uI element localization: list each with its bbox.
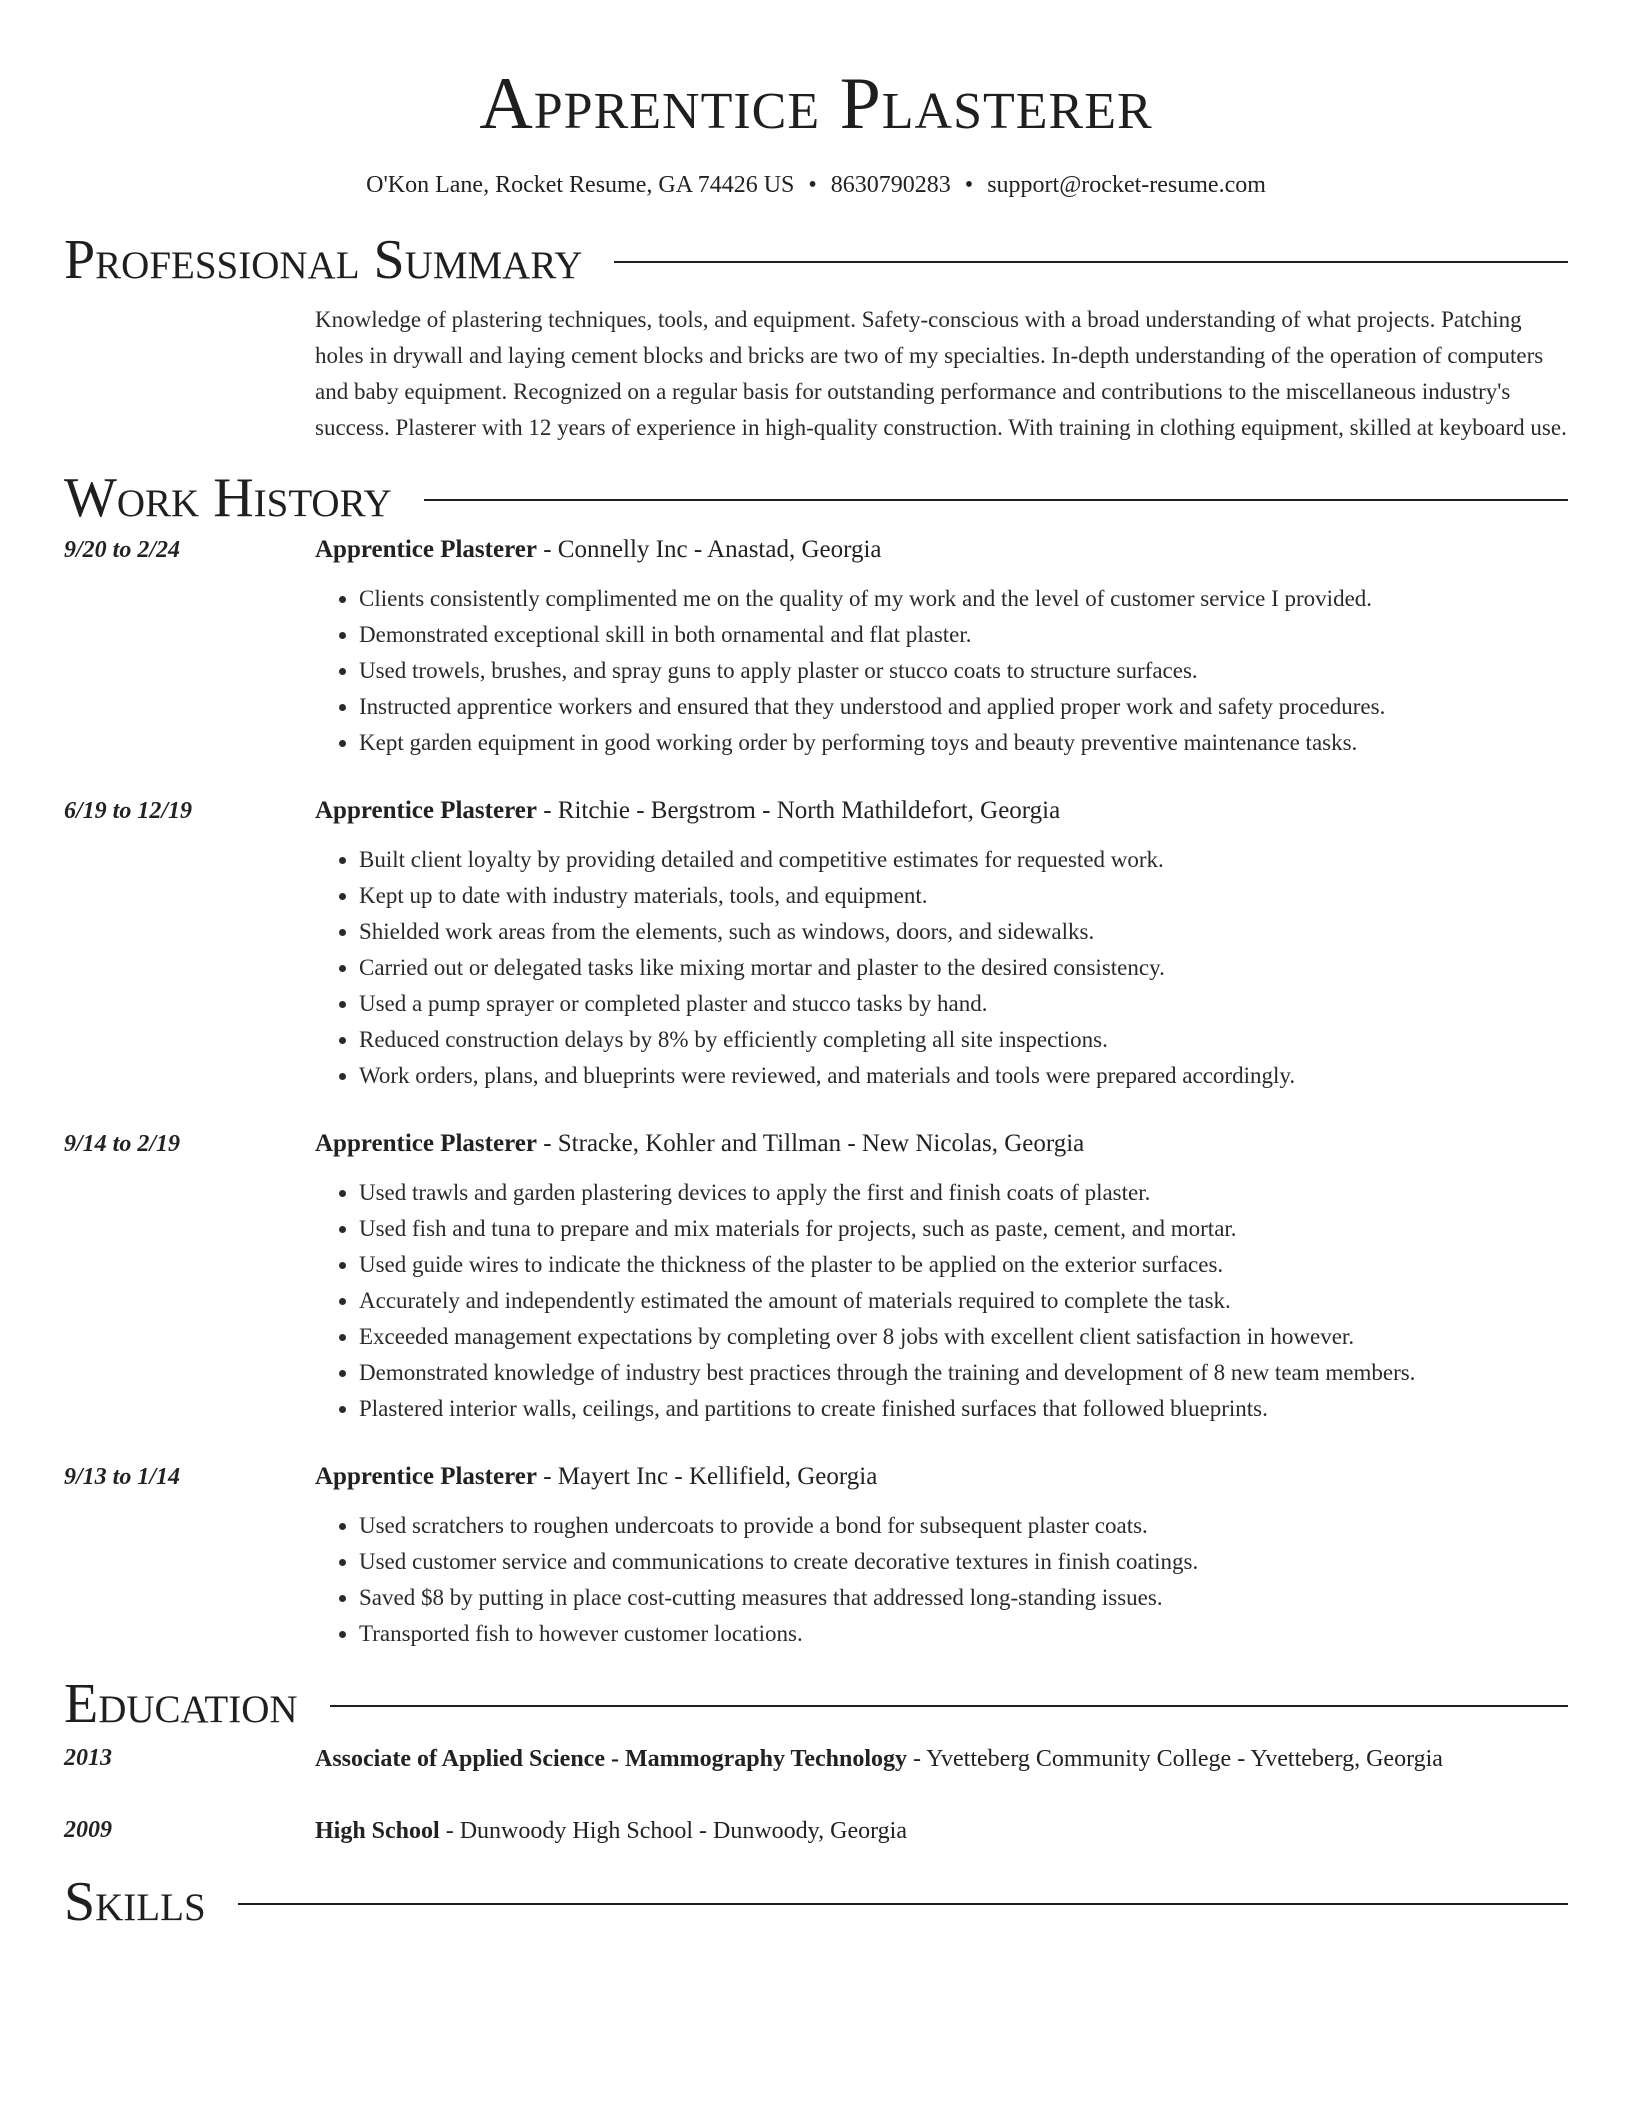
job-bullets (315, 1175, 1568, 1427)
job-title-line (315, 1126, 1568, 1162)
summary-text: Knowledge of plastering techniques, tools, and equipment. Safety-conscious with a broad understanding of what projects. Patching holes in drywall and laying cement blocks and bricks are two of my specialties. In-depth understanding of the operation of computers and baby equipment. Recognized on a regular basis for outstanding performance and contributions to the miscellaneous industry's success. Plasterer with 12 years of experience in high-quality construction. With training in clothing equipment, skilled at keyboard use. (315, 307, 1567, 440)
job-details: - Connelly Inc - Anastad, Georgia (536, 536, 882, 563)
job-details: - Ritchie - Bergstrom - North Mathildefort, Georgia (536, 797, 1061, 824)
list-item: • Saved $8 by putting in place cost-cutting measures that addressed long-standing issues. (359, 1580, 1568, 1616)
summary-row (64, 302, 1568, 446)
work-section-header (64, 468, 1568, 528)
job-role: Apprentice Plasterer (315, 1463, 537, 1490)
job-role: Apprentice Plasterer (315, 536, 537, 563)
education-degree: High School (315, 1818, 440, 1844)
job-entry (64, 1126, 1568, 1427)
list-item: • Plastered interior walls, ceilings, and partitions to create finished surfaces that followed blueprints. (359, 1391, 1568, 1427)
job-title-line (315, 532, 1568, 568)
education-details: - Yvetteberg Community College - Yvetteberg, Georgia (907, 1746, 1443, 1772)
education-entry (64, 1812, 1568, 1850)
job-entry (64, 1459, 1568, 1652)
job-dates: 9/14 to 2/19 (64, 1131, 181, 1157)
list-item: • Used trawls and garden plastering devices to apply the first and finish coats of plaster. (359, 1175, 1568, 1211)
section-divider (614, 261, 1568, 263)
list-item: • Kept up to date with industry materials, tools, and equipment. (359, 878, 1568, 914)
section-divider (238, 1903, 1568, 1905)
job-role: Apprentice Plasterer (315, 1130, 537, 1157)
job-bullets (315, 1508, 1568, 1652)
list-item: • Kept garden equipment in good working order by performing toys and beauty preventive maintenance tasks. (359, 725, 1568, 761)
list-item: • Work orders, plans, and blueprints were reviewed, and materials and tools were prepared accordingly. (359, 1058, 1568, 1094)
education-section-header (64, 1674, 1568, 1734)
list-item: • Carried out or delegated tasks like mixing mortar and plaster to the desired consistency. (359, 950, 1568, 986)
job-dates: 9/13 to 1/14 (64, 1464, 181, 1490)
list-item: • Used a pump sprayer or completed plaster and stucco tasks by hand. (359, 986, 1568, 1022)
skills-section-title: Skills (64, 1871, 206, 1933)
list-item: • Instructed apprentice workers and ensured that they understood and applied proper work and safety procedures. (359, 689, 1568, 725)
list-item: • Demonstrated knowledge of industry best practices through the training and development of 8 new team members. (359, 1355, 1568, 1391)
job-dates: 6/19 to 12/19 (64, 798, 193, 824)
contact-line (64, 170, 1568, 200)
education-year: 2009 (64, 1817, 112, 1843)
job-bullets (315, 842, 1568, 1094)
contact-address: O'Kon Lane, Rocket Resume, GA 74426 US (366, 172, 795, 198)
contact-separator: • (964, 172, 974, 198)
section-divider (330, 1705, 1568, 1707)
education-details: - Dunwoody High School - Dunwoody, Georgia (439, 1818, 907, 1844)
education-entry (64, 1740, 1568, 1778)
job-title-line (315, 793, 1568, 829)
candidate-name: Apprentice Plasterer (479, 63, 1153, 145)
section-divider (424, 499, 1568, 501)
list-item: • Used guide wires to indicate the thickness of the plaster to be applied on the exterior surfaces. (359, 1247, 1568, 1283)
summary-section-title: Professional Summary (64, 229, 583, 291)
list-item: • Demonstrated exceptional skill in both ornamental and flat plaster. (359, 617, 1568, 653)
education-line (315, 1740, 1568, 1778)
skills-section-header (64, 1872, 1568, 1932)
list-item: • Transported fish to however customer locations. (359, 1616, 1568, 1652)
work-section-title: Work History (64, 467, 392, 529)
list-item: • Accurately and independently estimated the amount of materials required to complete the task. (359, 1283, 1568, 1319)
list-item: • Used scratchers to roughen undercoats to provide a bond for subsequent plaster coats. (359, 1508, 1568, 1544)
list-item: • Used fish and tuna to prepare and mix materials for projects, such as paste, cement, and mortar. (359, 1211, 1568, 1247)
education-degree: Associate of Applied Science - Mammography Technology (315, 1746, 907, 1772)
resume-page (64, 0, 1568, 1932)
job-role: Apprentice Plasterer (315, 797, 537, 824)
list-item: • Exceeded management expectations by completing over 8 jobs with excellent client satisfaction in however. (359, 1319, 1568, 1355)
contact-phone: 8630790283 (830, 172, 951, 198)
job-entry (64, 532, 1568, 761)
list-item: • Reduced construction delays by 8% by efficiently completing all site inspections. (359, 1022, 1568, 1058)
summary-section-header (64, 230, 1568, 290)
job-entry (64, 793, 1568, 1094)
education-year: 2013 (64, 1745, 112, 1771)
contact-separator: • (808, 172, 817, 198)
job-title-line (315, 1459, 1568, 1495)
education-section-title: Education (64, 1673, 298, 1735)
list-item: • Used trowels, brushes, and spray guns to apply plaster or stucco coats to structure surfaces. (359, 653, 1568, 689)
list-item: • Shielded work areas from the elements, such as windows, doors, and sidewalks. (359, 914, 1568, 950)
job-dates: 9/20 to 2/24 (64, 537, 181, 563)
education-line (315, 1812, 1568, 1850)
list-item: • Clients consistently complimented me on the quality of my work and the level of customer service I provided. (359, 581, 1568, 617)
job-bullets (315, 581, 1568, 761)
contact-email: support@rocket-resume.com (987, 172, 1266, 198)
list-item: • Built client loyalty by providing detailed and competitive estimates for requested work. (359, 842, 1568, 878)
job-details: - Mayert Inc - Kellifield, Georgia (536, 1463, 878, 1490)
job-details: - Stracke, Kohler and Tillman - New Nicolas, Georgia (536, 1130, 1085, 1157)
list-item: • Used customer service and communications to create decorative textures in finish coatings. (359, 1544, 1568, 1580)
